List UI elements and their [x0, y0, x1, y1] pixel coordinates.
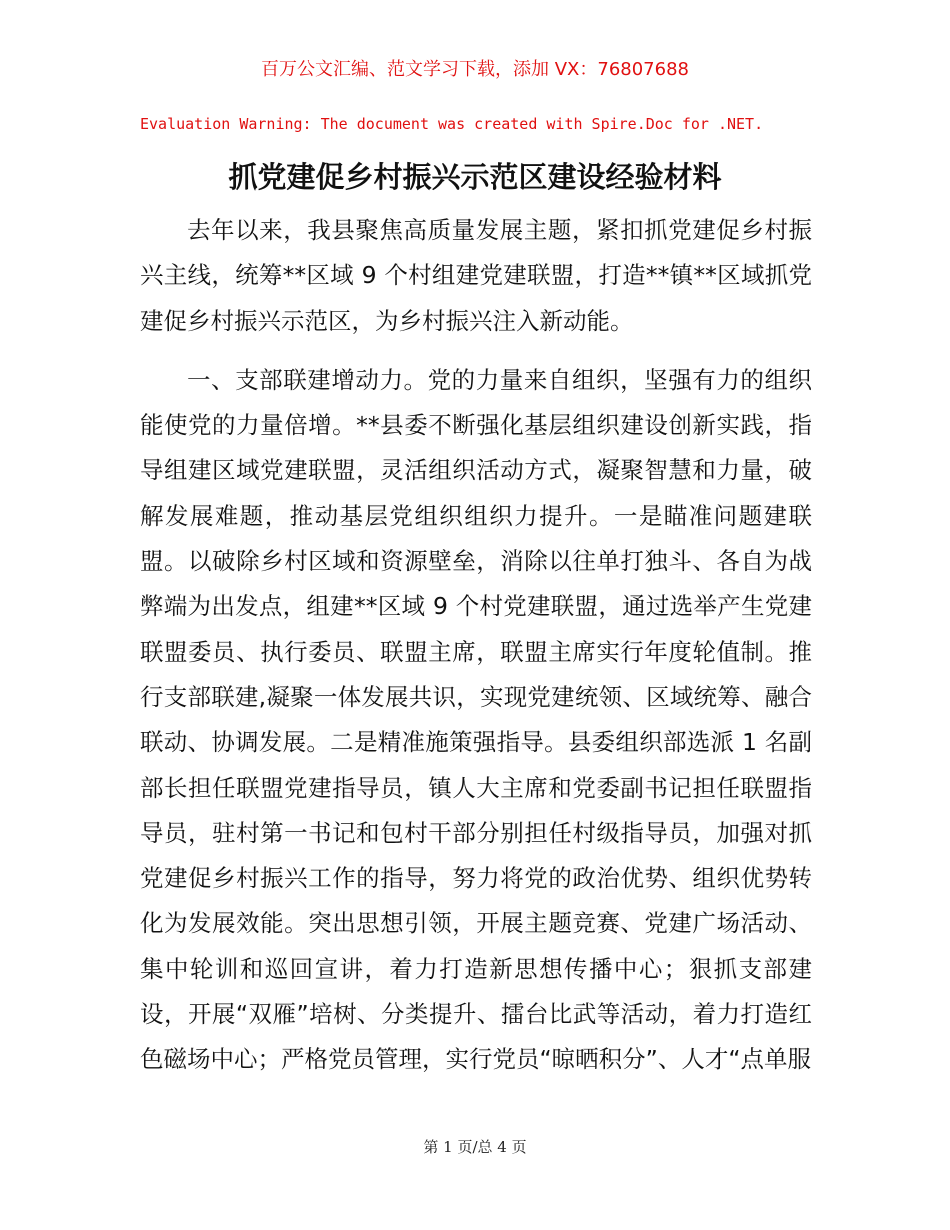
header-banner: 百万公文汇编、范文学习下载，添加 VX：76807688	[261, 59, 689, 80]
evaluation-warning: Evaluation Warning: The document was created with Spire.Doc for .NET.	[140, 115, 764, 133]
document-body	[140, 208, 812, 1083]
document-title: 抓党建促乡村振兴示范区建设经验材料	[228, 160, 722, 194]
page-number: 第 1 页/总 4 页	[423, 1138, 527, 1156]
paragraph-intro: 去年以来，我县聚焦高质量发展主题，紧扣抓党建促乡村振兴主线，统筹**区域 9 个村组建党建联盟，打造**镇**区域抓党建促乡村振兴示范区，为乡村振兴注入新动能。	[140, 216, 812, 335]
paragraph-section-one: 一、支部联建增动力。党的力量来自组织，坚强有力的组织能使党的力量倍增。**县委不断强化基层组织建设创新实践，指导组建区域党建联盟，灵活组织活动方式，凝聚智慧和力量，破解发展难题，推动基层党组织组织力提升。一是瞄准问题建联盟。以破除乡村区域和资源壁垒，消除以往单打独斗、各自为战弊端为出发点，组建**区域 9 个村党建联盟，通过选举产生党建联盟委员、执行委员、联盟主席，联盟主席实行年度轮值制。推行支部联建,凝聚一体发展共识，实现党建统领、区域统筹、融合联动、协调发展。二是精准施策强指导。县委组织部选派 1 名副部长担任联盟党建指导员，镇人大主席和党委副书记担任联盟指导员，驻村第一书记和包村干部分别担任村级指导员，加强对抓党建促乡村振兴工作的指导，努力将党的政治优势、组织优势转化为发展效能。突出思想引领，开展主题竞赛、党建广场活动、集中轮训和巡回宣讲，着力打造新思想传播中心；狠抓支部建设，开展“双雁”培树、分类提升、擂台比武等活动，着力打造红色磁场中心；严格党员管理，实行党员“晾晒积分”、人才“点单服	[140, 365, 812, 1074]
